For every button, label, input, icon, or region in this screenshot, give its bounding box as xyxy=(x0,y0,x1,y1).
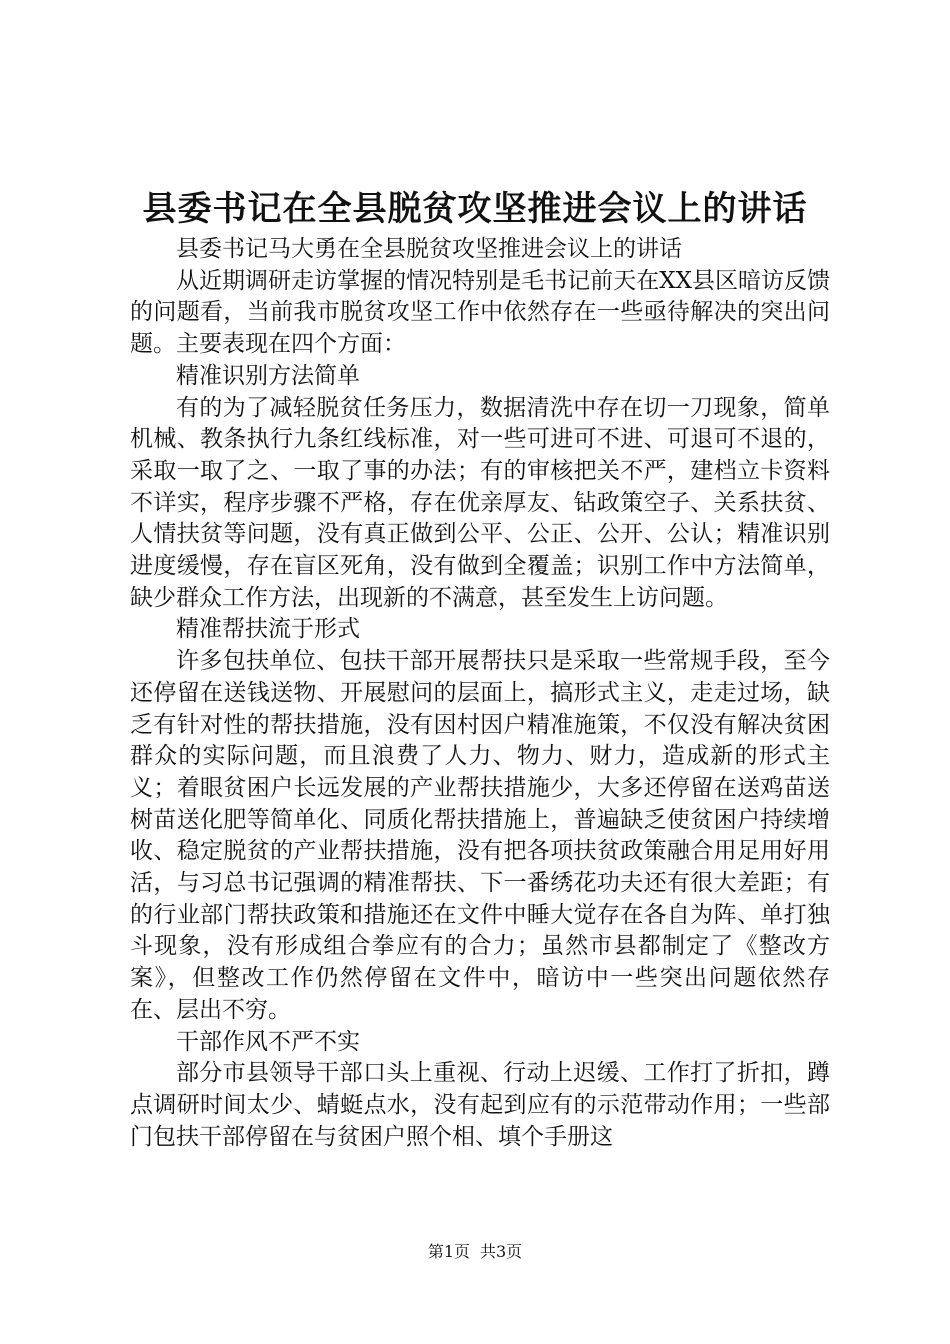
page-number: 第1页 xyxy=(427,1242,470,1261)
body-paragraph: 许多包扶单位、包扶干部开展帮扶只是采取一些常规手段，至今还停留在送钱送物、开展慰问的层面上，搞形式主义，走走过场，缺乏有针对性的帮扶措施，没有因村因户精准施策，不仅没有解决贫困群众的实际问题，而且浪费了人力、物力、财力，造成新的形式主义；着眼贫困户长远发展的产业帮扶措施少，大多还停留在送鸡苗送树苗送化肥等简单化、同质化帮扶措施上，普遍缺乏使贫困户持续增收、稳定脱贫的产业帮扶措施，没有把各项扶贫政策融合用足用好用活，与习总书记强调的精准帮扶、下一番绣花功夫还有很大差距；有的行业部门帮扶政策和措施还在文件中睡大觉存在各自为阵、单打独斗现象，没有形成组合拳应有的合力；虽然市县都制定了《整改方案》，但整改工作仍然停留在文件中，暗访中一些突出问题依然存在、层出不穷。 xyxy=(130,648,830,1023)
section-heading: 精准识别方法简单 xyxy=(176,362,360,389)
subtitle-paragraph: 县委书记马大勇在全县脱贫攻坚推进会议上的讲话 xyxy=(176,236,682,262)
body-paragraph: 部分市县领导干部口头上重视、行动上迟缓、工作打了折扣，蹲点调研时间太少、蜻蜓点水，没有起到应有的示范带动作用；一些部门包扶干部停留在与贫困户照个相、填个手册这 xyxy=(130,1060,830,1150)
page-total: 共3页 xyxy=(480,1242,523,1261)
section-heading: 干部作风不严不实 xyxy=(176,1028,360,1055)
section-heading: 精准帮扶流于形式 xyxy=(176,616,360,643)
body-paragraph: 从近期调研走访掌握的情况特别是毛书记前天在XX县区暗访反馈的问题看，当前我市脱贫攻坚工作中依然存在一些亟待解决的突出问题。主要表现在四个方面： xyxy=(130,267,830,358)
body-paragraph: 有的为了减轻脱贫任务压力，数据清洗中存在切一刀现象，简单机械、教条执行九条红线标准，对一些可进可不进、可退可不退的，采取一取了之、一取了事的办法；有的审核把关不严，建档立卡资料不详实，程序步骤不严格，存在优亲厚友、钻政策空子、关系扶贫、人情扶贫等问题，没有真正做到公平、公正、公开、公认；精准识别进度缓慢，存在盲区死角，没有做到全覆盖；识别工作中方法简单，缺少群众工作方法，出现新的不满意，甚至发生上访问题。 xyxy=(130,394,830,611)
document-body xyxy=(130,234,830,1153)
page-footer xyxy=(0,1240,950,1264)
page-title: 县委书记在全县脱贫攻坚推进会议上的讲话 xyxy=(142,189,808,229)
